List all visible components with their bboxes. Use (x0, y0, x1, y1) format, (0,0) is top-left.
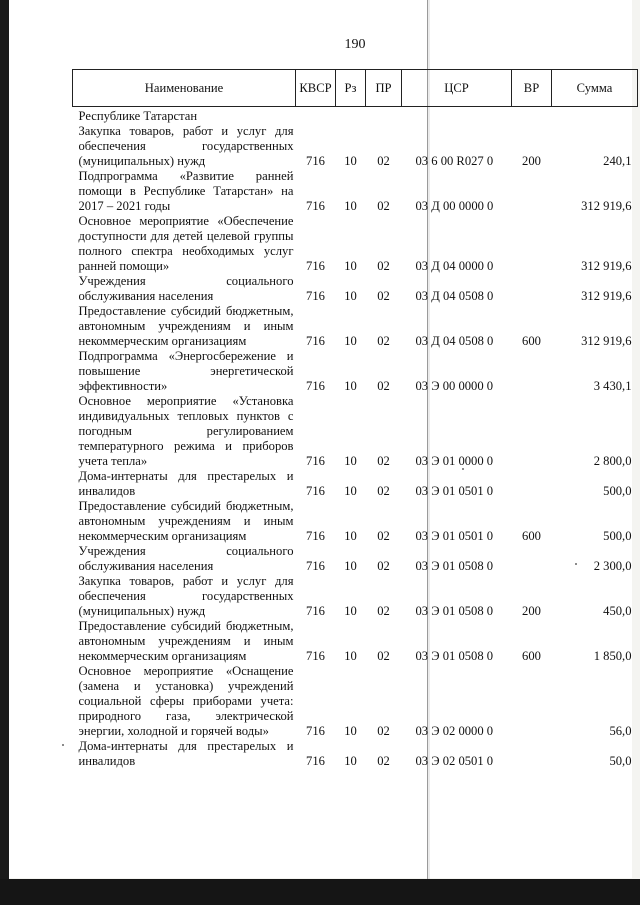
table-body (73, 107, 638, 770)
cell-rz: 10 (344, 559, 357, 573)
table-row (73, 544, 638, 574)
table-row (73, 124, 638, 169)
cell-csr: 03 6 00 R027 0 (415, 154, 494, 168)
cell-name: Учреждения социального обслуживания населения (78, 274, 294, 303)
cell-kvsr: 716 (306, 604, 325, 618)
cell-pr: 02 (377, 484, 390, 498)
scan-speck (575, 563, 577, 565)
cell-rz (336, 107, 366, 125)
cell-rz: 10 (344, 604, 357, 618)
cell-sum: 312 919,6 (581, 334, 632, 348)
cell-csr: 03 Э 01 0501 0 (415, 529, 494, 543)
cell-sum: 312 919,6 (581, 199, 632, 213)
cell-name: Республике Татарстан (78, 109, 198, 123)
cell-vr (512, 274, 552, 304)
table-row (73, 274, 638, 304)
cell-csr: 03 Э 01 0508 0 (415, 559, 494, 573)
cell-sum: 1 850,0 (593, 649, 632, 663)
table-row (73, 574, 638, 619)
cell-rz: 10 (344, 199, 357, 213)
cell-kvsr: 716 (306, 154, 325, 168)
cell-name: Основное мероприятие «Установка индивидуальных тепловых пунктов с погодным регулированием температурного режима и приборов учета тепла» (78, 394, 294, 468)
cell-rz: 10 (344, 154, 357, 168)
header-sum: Сумма (552, 70, 638, 107)
cell-kvsr: 716 (306, 199, 325, 213)
cell-pr: 02 (377, 454, 390, 468)
cell-sum: 500,0 (603, 484, 632, 498)
cell-name: Основное мероприятие «Обеспечение доступности для детей целевой группы полного спектра необходимых услуг ранней помощи» (78, 214, 294, 273)
cell-pr: 02 (377, 154, 390, 168)
cell-kvsr: 716 (306, 559, 325, 573)
page-number: 190 (344, 37, 366, 52)
cell-csr: 03 Э 01 0501 0 (415, 484, 494, 498)
cell-name: Дома-интернаты для престарелых и инвалидов (78, 739, 294, 768)
cell-kvsr: 716 (306, 649, 325, 663)
cell-rz: 10 (344, 484, 357, 498)
cell-sum: 240,1 (603, 154, 632, 168)
cell-rz: 10 (344, 334, 357, 348)
cell-csr: 03 Д 00 0000 0 (415, 199, 494, 213)
table-row (73, 349, 638, 394)
cell-sum: 2 300,0 (593, 559, 632, 573)
table-row (73, 214, 638, 274)
cell-name: Предоставление субсидий бюджетным, автономным учреждениям и иным некоммерческим организациям (78, 499, 294, 543)
cell-rz: 10 (344, 754, 357, 768)
table-row (73, 619, 638, 664)
cell-kvsr: 716 (306, 289, 325, 303)
cell-csr: 03 Д 04 0508 0 (415, 334, 494, 348)
cell-vr (512, 739, 552, 769)
cell-pr: 02 (377, 604, 390, 618)
cell-kvsr: 716 (306, 484, 325, 498)
cell-pr: 02 (377, 334, 390, 348)
cell-pr: 02 (377, 199, 390, 213)
header-kvsr: КВСР (296, 70, 336, 107)
cell-csr: 03 Э 02 0501 0 (415, 754, 494, 768)
cell-pr: 02 (377, 724, 390, 738)
cell-rz: 10 (344, 259, 357, 273)
cell-csr: 03 Э 00 0000 0 (415, 379, 494, 393)
table-row (73, 304, 638, 349)
cell-name: Основное мероприятие «Оснащение (замена и установка) учреждений социальной сферы приборами учета: природного газа, электрической энергии, холодной и горячей воды» (78, 664, 294, 738)
scan-edge-bottom (0, 879, 640, 905)
table-row (73, 107, 638, 125)
cell-kvsr: 716 (306, 334, 325, 348)
cell-kvsr: 716 (306, 379, 325, 393)
cell-vr (512, 169, 552, 214)
cell-sum: 2 800,0 (593, 454, 632, 468)
cell-vr (512, 214, 552, 274)
table-row (73, 664, 638, 739)
cell-vr: 600 (522, 649, 541, 663)
cell-pr: 02 (377, 559, 390, 573)
cell-csr: 03 Д 04 0508 0 (415, 289, 494, 303)
cell-kvsr: 716 (306, 754, 325, 768)
cell-pr (366, 107, 402, 125)
cell-rz: 10 (344, 379, 357, 393)
cell-pr: 02 (377, 379, 390, 393)
header-name: Наименование (73, 70, 296, 107)
table-header-row (73, 70, 638, 107)
table-row (73, 169, 638, 214)
scan-edge-left (0, 0, 9, 905)
cell-name: Предоставление субсидий бюджетным, автономным учреждениям и иным некоммерческим организациям (78, 304, 294, 348)
cell-sum: 3 430,1 (593, 379, 632, 393)
cell-vr: 600 (522, 334, 541, 348)
cell-name: Предоставление субсидий бюджетным, автономным учреждениям и иным некоммерческим организациям (78, 619, 294, 663)
header-pr: ПР (366, 70, 402, 107)
cell-name: Подпрограмма «Энергосбережение и повышение энергетической эффективности» (78, 349, 294, 393)
header-rz: Рз (336, 70, 366, 107)
cell-rz: 10 (344, 529, 357, 543)
cell-rz: 10 (344, 649, 357, 663)
cell-pr: 02 (377, 649, 390, 663)
table-row (73, 739, 638, 769)
cell-rz: 10 (344, 289, 357, 303)
cell-name: Подпрограмма «Развитие ранней помощи в Республике Татарстан» на 2017 – 2021 годы (78, 169, 294, 213)
cell-vr (512, 349, 552, 394)
cell-pr: 02 (377, 754, 390, 768)
cell-pr: 02 (377, 289, 390, 303)
cell-vr (512, 544, 552, 574)
cell-kvsr: 716 (306, 529, 325, 543)
cell-csr: 03 Э 01 0508 0 (415, 649, 494, 663)
cell-kvsr: 716 (306, 724, 325, 738)
cell-name: Учреждения социального обслуживания населения (78, 544, 294, 573)
cell-csr (402, 107, 512, 125)
cell-csr: 03 Э 01 0000 0 (415, 454, 494, 468)
header-vr: ВР (512, 70, 552, 107)
cell-vr (512, 394, 552, 469)
cell-vr: 200 (522, 154, 541, 168)
cell-sum: 50,0 (609, 754, 632, 768)
budget-table (72, 69, 638, 769)
cell-sum (552, 107, 638, 125)
cell-rz: 10 (344, 454, 357, 468)
table-row (73, 394, 638, 469)
cell-sum: 56,0 (609, 724, 632, 738)
cell-vr: 600 (522, 529, 541, 543)
cell-sum: 450,0 (603, 604, 632, 618)
cell-csr: 03 Д 04 0000 0 (415, 259, 494, 273)
table-row (73, 469, 638, 499)
cell-name: Дома-интернаты для престарелых и инвалидов (78, 469, 294, 498)
cell-pr: 02 (377, 259, 390, 273)
cell-name: Закупка товаров, работ и услуг для обеспечения государственных (муниципальных) нужд (78, 124, 294, 168)
cell-sum: 312 919,6 (581, 259, 632, 273)
cell-csr: 03 Э 02 0000 0 (415, 724, 494, 738)
cell-sum: 312 919,6 (581, 289, 632, 303)
header-csr: ЦСР (402, 70, 512, 107)
cell-sum: 500,0 (603, 529, 632, 543)
cell-kvsr (296, 107, 336, 125)
cell-vr (512, 469, 552, 499)
cell-pr: 02 (377, 529, 390, 543)
scan-speck (462, 468, 464, 470)
cell-vr: 200 (522, 604, 541, 618)
scan-speck (62, 744, 64, 746)
cell-name: Закупка товаров, работ и услуг для обеспечения государственных (муниципальных) нужд (78, 574, 294, 618)
cell-rz: 10 (344, 724, 357, 738)
table-row (73, 499, 638, 544)
cell-kvsr: 716 (306, 454, 325, 468)
cell-kvsr: 716 (306, 259, 325, 273)
cell-vr (512, 107, 552, 125)
cell-vr (512, 664, 552, 739)
cell-csr: 03 Э 01 0508 0 (415, 604, 494, 618)
